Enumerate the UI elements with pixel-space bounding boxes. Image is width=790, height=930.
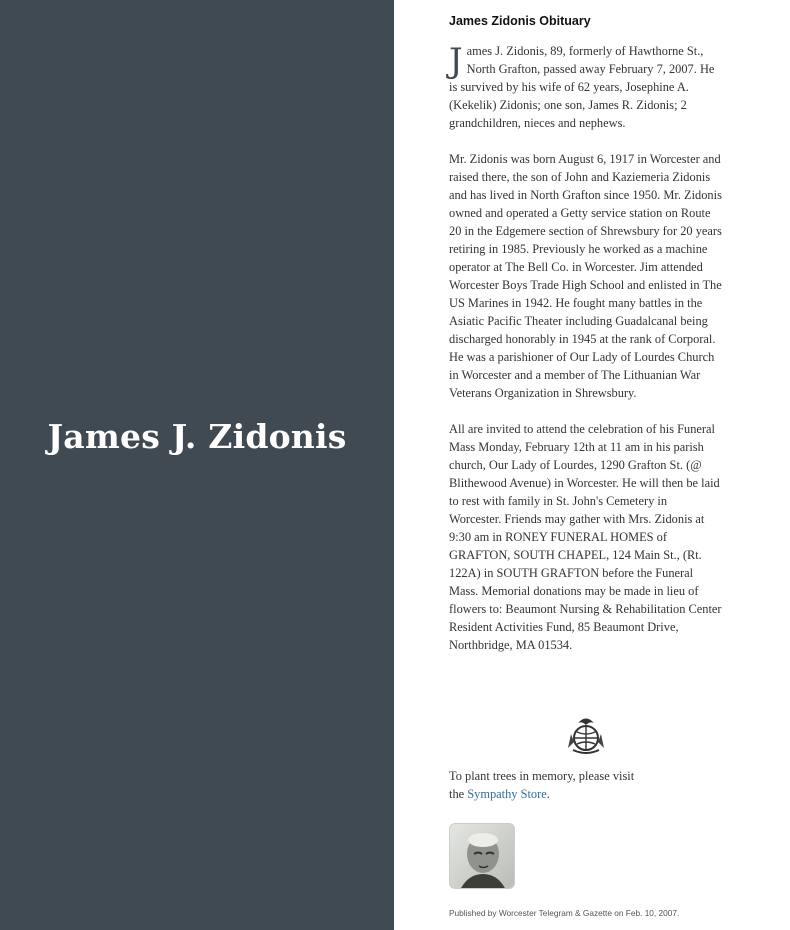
marine-corps-emblem-icon — [567, 714, 605, 754]
drop-cap: J — [449, 41, 463, 81]
portrait-image — [450, 824, 515, 889]
paragraph-1-text: ames J. Zidonis, 89, formerly of Hawthorne St., North Grafton, passed away February 7, 2007. He is survived by his wife of 62 years, Josephine A. (Kekelik) Zidonis; one son, James R. Zidonis; 2 grandchildren, nieces and nephews. — [449, 44, 715, 130]
obituary-panel — [449, 0, 739, 930]
plant-trees-text: To plant trees in memory, please visit — [449, 769, 635, 783]
plant-trees-period: . — [546, 787, 550, 801]
portrait-photo[interactable] — [449, 823, 515, 889]
published-by-line: Published by Worcester Telegram & Gazette on Feb. 10, 2007. — [449, 908, 680, 918]
obituary-paragraph-2: Mr. Zidonis was born August 6, 1917 in Worcester and raised there, the son of John and Kaziemeria Zidonis and has lived in North Grafton since 1950. Mr. Zidonis owned and operated a Getty service station on Route 20 in the Edgemere section of Shrewsbury for 20 years retiring in 1985. Previously he worked as a machine operator at The Bell Co. in Worcester. Jim attended Worcester Boys Trade High School and enlisted in The US Marines in 1942. He fought many battles in the Asiatic Pacific Theater including Guadalcanal being discharged honorably in 1945 at the rank of Corporal. He was a parishioner of Our Lady of Lourdes Church in Worcester and a member of The Lithuanian War Veterans Organization in Shrewsbury. — [449, 152, 722, 400]
sympathy-store-link[interactable]: Sympathy Store — [467, 787, 547, 801]
plant-trees-notice — [449, 767, 689, 803]
obituary-paragraph-1 — [449, 42, 722, 132]
name-panel — [0, 0, 394, 930]
deceased-name: James J. Zidonis — [47, 417, 347, 456]
obituary-paragraph-3: All are invited to attend the celebration of his Funeral Mass Monday, February 12th at 11 am in his parish church, Our Lady of Lourdes, 1290 Grafton St. (@ Blithewood Avenue) in Worcester. He will then be laid to rest with family in St. John's Cemetery in Worcester. Friends may gather with Mrs. Zidonis at 9:30 am in RONEY FUNERAL HOMES of GRAFTON, SOUTH CHAPEL, 124 Main St., (Rt. 122A) in SOUTH GRAFTON before the Funeral Mass. Memorial donations may be made in lieu of flowers to: Beaumont Nursing & Rehabilitation Center Resident Activities Fund, 85 Beaumont Drive, Northbridge, MA 01534. — [449, 422, 722, 652]
obituary-heading: James Zidonis Obituary — [449, 14, 591, 28]
plant-trees-the: the — [449, 787, 465, 801]
obituary-body — [449, 42, 722, 672]
